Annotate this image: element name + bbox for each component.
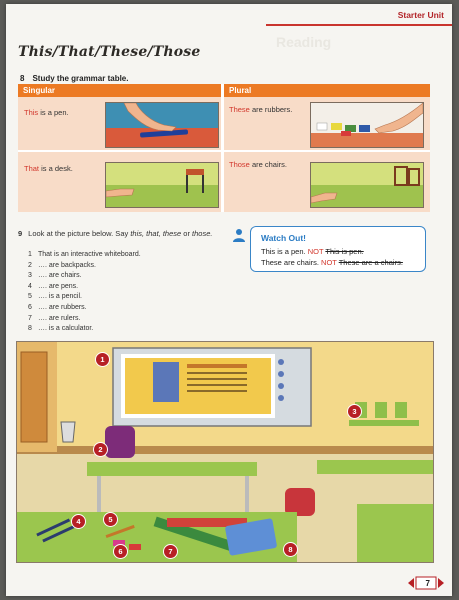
instruction-emphasis: those. bbox=[192, 229, 213, 238]
item-text: …. is a calculator. bbox=[38, 325, 94, 333]
desk-illustration bbox=[105, 162, 219, 208]
page-number: 7 bbox=[425, 579, 430, 588]
correct-sentence: This is a pen. bbox=[261, 247, 306, 256]
item-number: 6 bbox=[28, 303, 32, 311]
scene-label-4: 4 bbox=[71, 514, 86, 529]
table-divider bbox=[221, 84, 224, 212]
instruction-text: or bbox=[181, 229, 193, 238]
table-row-divider bbox=[18, 150, 430, 152]
watch-out-line-2 bbox=[261, 258, 403, 267]
item-number: 7 bbox=[28, 314, 32, 322]
item-number: 1 bbox=[28, 251, 32, 258]
item-text: …. is a pencil. bbox=[38, 293, 82, 301]
scene-label-7: 7 bbox=[163, 544, 178, 559]
not-label: NOT bbox=[321, 258, 337, 267]
list-item bbox=[28, 282, 141, 293]
list-item bbox=[28, 324, 141, 335]
exercise-text: Study the grammar table. bbox=[32, 74, 129, 83]
item-text: …. are pens. bbox=[38, 282, 79, 290]
item-number: 4 bbox=[28, 282, 32, 290]
demonstrative-word: This bbox=[24, 108, 39, 117]
exercise-9-instruction bbox=[18, 229, 228, 239]
instruction-emphasis: this, that, these bbox=[130, 229, 182, 238]
example-sentence: are chairs. bbox=[249, 160, 287, 169]
grammar-table bbox=[18, 84, 430, 212]
exercise-number: 8 bbox=[20, 74, 25, 83]
scene-label-1: 1 bbox=[95, 352, 110, 367]
scene-label-8: 8 bbox=[283, 542, 298, 557]
item-number: 8 bbox=[28, 325, 32, 333]
table-cell-those bbox=[229, 160, 287, 169]
exercise-8-instruction bbox=[20, 74, 136, 83]
list-item bbox=[28, 303, 141, 314]
correct-sentence: These are chairs. bbox=[261, 258, 319, 267]
item-number: 2 bbox=[28, 261, 32, 269]
item-text: …. are backpacks. bbox=[38, 261, 96, 269]
scene-label-5: 5 bbox=[103, 512, 118, 527]
table-cell-this bbox=[24, 108, 69, 117]
exercise-number: 9 bbox=[18, 229, 23, 238]
pen-illustration bbox=[105, 102, 219, 148]
item-text: …. are chairs. bbox=[38, 272, 82, 280]
table-cell-these bbox=[229, 105, 292, 114]
watch-out-title: Watch Out! bbox=[261, 233, 307, 243]
wrong-sentence: This is pen. bbox=[325, 247, 364, 256]
singular-header: Singular bbox=[18, 84, 223, 97]
exercise-9-list bbox=[28, 250, 141, 335]
list-item bbox=[28, 292, 141, 303]
scene-label-6: 6 bbox=[113, 544, 128, 559]
example-sentence: is a pen. bbox=[38, 108, 69, 117]
header-rule bbox=[266, 24, 452, 26]
unit-label: Starter Unit bbox=[397, 10, 444, 20]
example-sentence: are rubbers. bbox=[249, 105, 293, 114]
textbook-page bbox=[6, 4, 452, 596]
list-item bbox=[28, 250, 141, 261]
not-label: NOT bbox=[307, 247, 324, 256]
item-text: That is an interactive whiteboard. bbox=[38, 251, 141, 258]
scene-label-3: 3 bbox=[347, 404, 362, 419]
wrong-sentence: These are a chairs. bbox=[338, 258, 403, 267]
chairs-illustration bbox=[310, 162, 424, 208]
example-sentence: is a desk. bbox=[39, 164, 73, 173]
item-text: …. are rulers. bbox=[38, 314, 81, 322]
list-item bbox=[28, 271, 141, 282]
classroom-scene-graphic bbox=[17, 342, 433, 562]
item-text: …. are rubbers. bbox=[38, 303, 87, 311]
table-cell-that bbox=[24, 164, 73, 173]
demonstrative-word: That bbox=[24, 164, 40, 173]
demonstrative-word: Those bbox=[229, 160, 250, 169]
list-item bbox=[28, 261, 141, 272]
classroom-illustration bbox=[16, 341, 434, 563]
plural-header: Plural bbox=[224, 84, 430, 97]
watch-out-box bbox=[250, 226, 426, 272]
demonstrative-word: These bbox=[229, 105, 250, 114]
watch-out-line-1 bbox=[261, 247, 364, 256]
item-number: 3 bbox=[28, 272, 32, 280]
page-title: This/That/These/Those bbox=[18, 44, 201, 60]
scene-label-2: 2 bbox=[93, 442, 108, 457]
item-number: 5 bbox=[28, 293, 32, 301]
rubbers-illustration bbox=[310, 102, 424, 148]
list-item bbox=[28, 314, 141, 325]
ghost-heading: Reading bbox=[276, 34, 332, 50]
instruction-text: Look at the picture below. Say bbox=[28, 229, 131, 238]
user-icon bbox=[232, 228, 246, 242]
